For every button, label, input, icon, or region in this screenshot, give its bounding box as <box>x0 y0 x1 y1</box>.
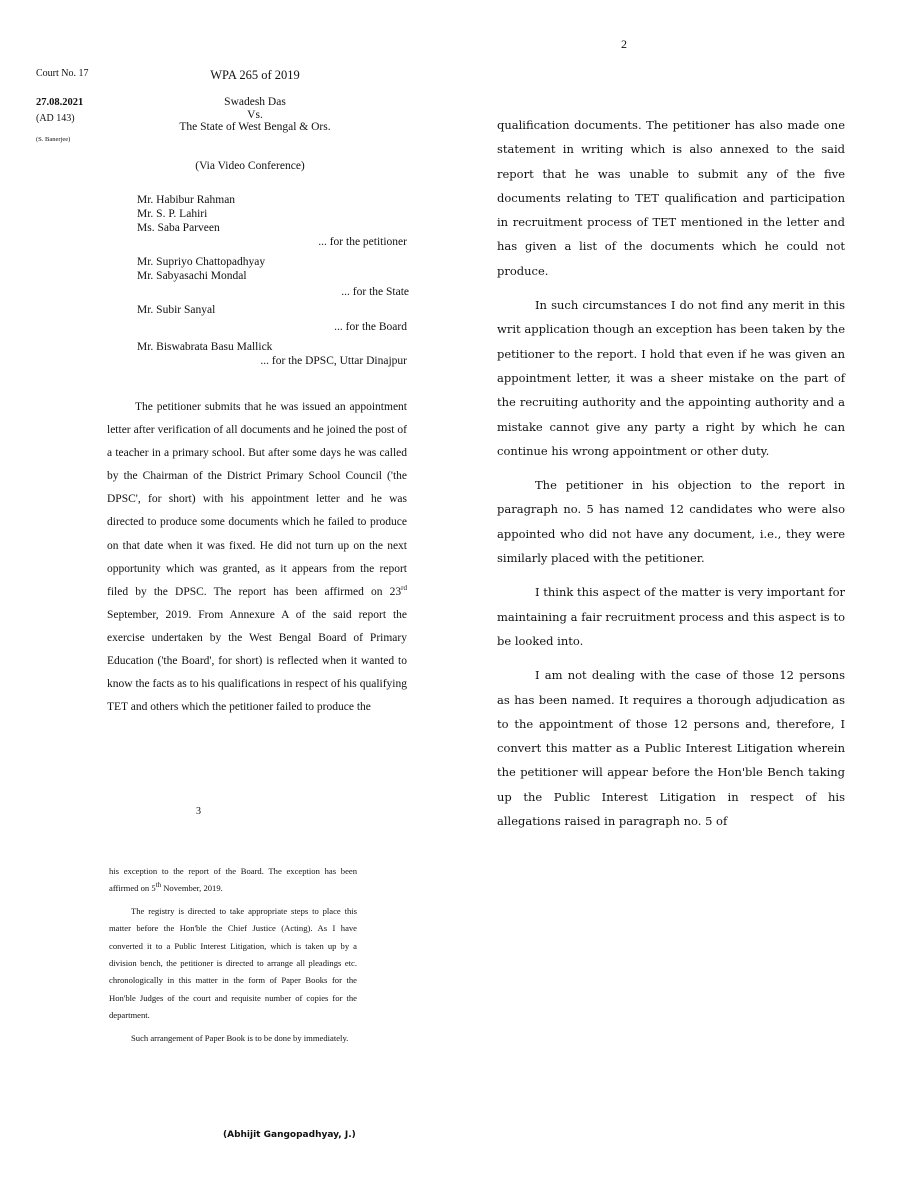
for-state: ... for the State <box>341 286 409 298</box>
body-paragraph: qualification documents. The petitioner has also made one statement in writing which is also annexed to the said report that he was unable to submit any of the five documents relating to TET qualification and participation in recruitment process of TET mentioned in the letter and has given a list of the documents which he could not produce. <box>497 118 845 278</box>
via-video-conference: (Via Video Conference) <box>195 160 305 172</box>
ad-number: (AD 143) <box>36 113 75 124</box>
party-petitioner: Swadesh Das <box>224 96 286 108</box>
page-number: 3 <box>196 806 201 817</box>
body-paragraph: The petitioner submits that he was issued an appointment letter after verification of all documents and he joined the post of a teacher in a primary school. But after some days he was called by the Chairman of the District Primary School Council ('the DPSC', for short) with his appointment letter and he was directed to produce some documents which he failed to produce on that date when it was fixed. He did not turn up on the next opportunity which was granted, as it appears from the report filed by the DPSC. The report has been affirmed on 23rd September, 2019. From Annexure A of the said report the exercise undertaken by the West Bengal Board of Primary Education ('the Board', for short) is reflected when it wanted to know the facts as to his qualifications in respect of his qualifying TET and others which the petitioner failed to produce the <box>107 401 407 714</box>
case-number: WPA 265 of 2019 <box>210 68 300 82</box>
court-number: Court No. 17 <box>36 68 89 79</box>
counsel-name: Mr. Habibur Rahman <box>137 194 236 206</box>
counsel-name: Mr. S. P. Lahiri <box>137 208 208 220</box>
body-text <box>109 863 357 1047</box>
counsel-name: Mr. Supriyo Chattopadhyay <box>137 256 266 268</box>
counsel-name: Mr. Subir Sanyal <box>137 304 216 316</box>
body-paragraph: I am not dealing with the case of those 12 persons as has been named. It requires a thorough adjudication as to the appointment of those 12 persons and, therefore, I convert this matter as a Public Interest Litigation wherein the petitioner will appear before the Hon'ble Bench taking up the Public Interest Litigation in respect of his allegations raised in paragraph no. 5 of <box>497 668 845 829</box>
counsel-name: Mr. Sabyasachi Mondal <box>137 270 247 282</box>
body-paragraph: The petitioner in his objection to the report in paragraph no. 5 has named 12 candidates who were also appointed who did not have any document, i.e., they were similarly placed with the petitioner. <box>497 478 845 566</box>
clerk-initials: (S. Banerjee) <box>36 136 71 143</box>
body-paragraph: I think this aspect of the matter is very important for maintaining a fair recruitment process and this aspect is to be looked into. <box>497 585 845 648</box>
for-board: ... for the Board <box>334 321 407 333</box>
page-number: 2 <box>621 37 627 51</box>
counsel-name: Ms. Saba Parveen <box>137 222 220 234</box>
body-paragraph: Such arrangement of Paper Book is to be done by immediately. <box>131 1032 349 1043</box>
for-petitioner: ... for the petitioner <box>318 236 407 248</box>
for-dpsc: ... for the DPSC, Uttar Dinajpur <box>260 355 407 367</box>
body-text <box>497 113 845 833</box>
body-paragraph: his exception to the report of the Board. The exception has been affirmed on 5th November, 2019. <box>109 866 357 894</box>
body-paragraph: The registry is directed to take appropriate steps to place this matter before the Hon'ble the Chief Justice (Acting). As I have converted it to a Public Interest Litigation, which is taken up by a division bench, the petitioner is directed to arrange all pleadings etc. chronologically in this matter in the form of Paper Books for the Hon'ble Judges of the court and requisite number of copies for the department. <box>109 905 357 1021</box>
order-date: 27.08.2021 <box>36 97 84 108</box>
counsel-list <box>137 193 407 368</box>
judge-signature: (Abhijit Gangopadhyay, J.) <box>223 1130 356 1140</box>
counsel-name: Mr. Biswabrata Basu Mallick <box>137 341 273 353</box>
party-respondent: The State of West Bengal & Ors. <box>179 121 331 133</box>
body-paragraph: In such circumstances I do not find any merit in this writ application though an exception has been taken by the petitioner to the report. I hold that even if he was given an appointment letter, it was a sheer mistake on the part of the recruiting authority and the appointing authority and a mistake cannot give any party a right by which he can continue his wrong appointment or other duty. <box>497 298 845 458</box>
versus: Vs. <box>247 109 263 121</box>
